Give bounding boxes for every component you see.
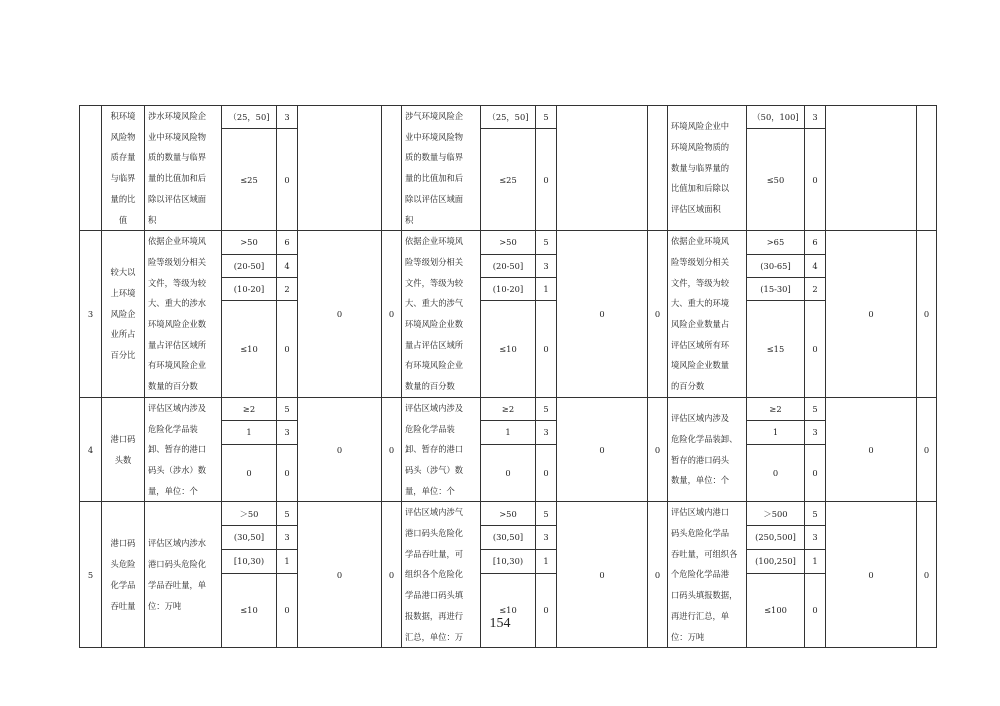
- criterion-range-cell: ＞500: [747, 502, 805, 526]
- criterion-score-cell: 1: [805, 549, 826, 573]
- assessed-score-cell: 0: [648, 231, 668, 398]
- assessed-value-cell: 0: [826, 231, 917, 398]
- item-name-cell: 港口码 头数: [102, 397, 145, 502]
- indicator-description-cell: 评估区域内涉及 危险化学品装卸、 暂存的港口码头 数量，单位：个: [668, 397, 747, 502]
- item-number-cell: 5: [80, 502, 102, 648]
- criterion-score-cell: 5: [536, 231, 557, 254]
- table-row: [80, 502, 937, 526]
- criterion-range-cell: (20-50]: [222, 254, 277, 277]
- criterion-range-cell: (15-30]: [747, 277, 805, 300]
- criterion-score-cell: 3: [805, 421, 826, 444]
- criterion-score-cell: 3: [277, 421, 298, 444]
- assessed-score-cell: 0: [382, 397, 402, 502]
- indicator-description-cell: 涉气环境风险企 业中环境风险物 质的数量与临界 量的比值加和后 除以评估区域面 积: [402, 106, 481, 231]
- assessed-value-cell: 0: [557, 231, 648, 398]
- assessed-score-cell: 0: [382, 231, 402, 398]
- assessed-value-cell: 0: [557, 502, 648, 648]
- criterion-score-cell: 0: [536, 301, 557, 398]
- item-name-cell: 较大以 上环境 风险企 业所占 百分比: [102, 231, 145, 398]
- indicator-description-cell: 评估区域内涉及 危险化学品装 卸、暂存的港口 码头（涉气）数 量，单位：个: [402, 397, 481, 502]
- criterion-range-cell: 1: [747, 421, 805, 444]
- criterion-score-cell: 0: [536, 129, 557, 231]
- criterion-score-cell: 0: [805, 573, 826, 648]
- assessed-score-cell: [917, 106, 937, 231]
- criterion-range-cell: (30,50]: [481, 526, 536, 550]
- criterion-score-cell: 3: [805, 106, 826, 129]
- indicator-description-cell: 评估区域内涉水 港口码头危险化 学品吞吐量，单 位：万吨: [145, 502, 222, 648]
- assessed-score-cell: [648, 106, 668, 231]
- criterion-range-cell: （25，50]: [481, 106, 536, 129]
- item-number-cell: 4: [80, 397, 102, 502]
- criterion-score-cell: 4: [277, 254, 298, 277]
- criterion-range-cell: 1: [222, 421, 277, 444]
- criterion-range-cell: ≤10: [222, 301, 277, 398]
- page-number: 154: [489, 616, 511, 631]
- criterion-range-cell: >50: [481, 231, 536, 254]
- criterion-range-cell: ≤10: [481, 301, 536, 398]
- criterion-score-cell: 1: [277, 549, 298, 573]
- criterion-score-cell: 3: [536, 421, 557, 444]
- criterion-score-cell: 3: [536, 254, 557, 277]
- criterion-range-cell: ≤25: [222, 129, 277, 231]
- criterion-score-cell: 6: [277, 231, 298, 254]
- criterion-score-cell: 0: [536, 573, 557, 648]
- assessed-score-cell: 0: [648, 397, 668, 502]
- criterion-score-cell: 3: [536, 526, 557, 550]
- assessed-score-cell: 0: [917, 502, 937, 648]
- criterion-score-cell: 4: [805, 254, 826, 277]
- indicator-description-cell: 涉水环境风险企 业中环境风险物 质的数量与临界 量的比值加和后 除以评估区域面 积: [145, 106, 222, 231]
- criterion-score-cell: 0: [277, 444, 298, 502]
- criterion-score-cell: 0: [805, 301, 826, 398]
- criterion-range-cell: ＞50: [222, 502, 277, 526]
- indicator-description-cell: 评估区域内涉及 危险化学品装 卸、暂存的港口 码头（涉水）数 量，单位：个: [145, 397, 222, 502]
- item-name-cell: 港口码 头危险 化学品 吞吐量: [102, 502, 145, 648]
- indicator-description-cell: 依据企业环境风 险等级划分相关 文件，等级为较 大、重大的涉水 环境风险企业数 量占评估区域所 有环境风险企业 数量的百分数: [145, 231, 222, 398]
- criterion-score-cell: 5: [805, 397, 826, 420]
- criterion-score-cell: 3: [277, 526, 298, 550]
- criterion-range-cell: ≤15: [747, 301, 805, 398]
- assessed-value-cell: 0: [826, 397, 917, 502]
- criterion-range-cell: 0: [747, 444, 805, 502]
- criterion-range-cell: >65: [747, 231, 805, 254]
- criterion-score-cell: 1: [536, 549, 557, 573]
- criterion-score-cell: 5: [536, 397, 557, 420]
- indicator-table: [79, 105, 937, 648]
- assessed-value-cell: [298, 106, 382, 231]
- criterion-range-cell: >50: [481, 502, 536, 526]
- criterion-range-cell: 1: [481, 421, 536, 444]
- assessed-score-cell: 0: [382, 502, 402, 648]
- criterion-range-cell: ≥2: [481, 397, 536, 420]
- criterion-score-cell: 0: [805, 129, 826, 231]
- criterion-score-cell: 5: [536, 502, 557, 526]
- criterion-score-cell: 5: [277, 397, 298, 420]
- item-name-cell: 积环境 风险物 质存量 与临界 量的比 值: [102, 106, 145, 231]
- criterion-range-cell: （50，100]: [747, 106, 805, 129]
- criterion-range-cell: ≤10: [222, 573, 277, 648]
- criterion-range-cell: (250,500]: [747, 526, 805, 550]
- criterion-range-cell: （25，50]: [222, 106, 277, 129]
- indicator-description-cell: 评估区域内涉气 港口码头危险化 学品吞吐量，可 组织各个危险化 学品港口码头填 报数据，再进行 汇总，单位：万: [402, 502, 481, 648]
- criterion-score-cell: 0: [277, 573, 298, 648]
- criterion-range-cell: [10,30): [222, 549, 277, 573]
- criterion-range-cell: >50: [222, 231, 277, 254]
- criterion-score-cell: 3: [277, 106, 298, 129]
- criterion-range-cell: ≤100: [747, 573, 805, 648]
- criterion-range-cell: (30,50]: [222, 526, 277, 550]
- assessed-score-cell: [382, 106, 402, 231]
- assessed-value-cell: 0: [826, 502, 917, 648]
- criterion-range-cell: ≥2: [747, 397, 805, 420]
- assessed-value-cell: 0: [298, 397, 382, 502]
- criterion-score-cell: 3: [805, 526, 826, 550]
- assessed-score-cell: 0: [917, 397, 937, 502]
- criterion-score-cell: 1: [536, 277, 557, 300]
- criterion-score-cell: 2: [805, 277, 826, 300]
- criterion-range-cell: (100,250]: [747, 549, 805, 573]
- assessed-score-cell: 0: [917, 231, 937, 398]
- criterion-score-cell: 2: [277, 277, 298, 300]
- criterion-range-cell: [10,30): [481, 549, 536, 573]
- criterion-range-cell: (20-50]: [481, 254, 536, 277]
- criterion-score-cell: 0: [277, 301, 298, 398]
- assessed-value-cell: 0: [298, 231, 382, 398]
- criterion-score-cell: 5: [805, 502, 826, 526]
- criterion-range-cell: ≤10: [481, 573, 536, 648]
- criterion-score-cell: 0: [536, 444, 557, 502]
- indicator-description-cell: 评估区域内港口 码头危险化学品 吞吐量，可组织各 个危险化学品港 口码头填报数据， 再进行汇总，单 位：万吨: [668, 502, 747, 648]
- criterion-range-cell: 0: [222, 444, 277, 502]
- criterion-range-cell: (10-20]: [481, 277, 536, 300]
- table-row: [80, 106, 937, 129]
- criterion-range-cell: (30-65]: [747, 254, 805, 277]
- indicator-description-cell: 依据企业环境风 险等级划分相关 文件，等级为较 大、重大的涉气 环境风险企业数 量占评估区域所 有环境风险企业 数量的百分数: [402, 231, 481, 398]
- assessed-score-cell: 0: [648, 502, 668, 648]
- criterion-range-cell: ≤50: [747, 129, 805, 231]
- table-row: [80, 231, 937, 254]
- criterion-range-cell: 0: [481, 444, 536, 502]
- assessed-value-cell: 0: [557, 397, 648, 502]
- assessed-value-cell: [826, 106, 917, 231]
- criterion-score-cell: 6: [805, 231, 826, 254]
- indicator-description-cell: 依据企业环境风 险等级划分相关 文件，等级为较 大、重大的环境 风险企业数量占 评估区域所有环 境风险企业数量 的百分数: [668, 231, 747, 398]
- table-row: [80, 397, 937, 420]
- criterion-range-cell: ≤25: [481, 129, 536, 231]
- criterion-score-cell: 5: [536, 106, 557, 129]
- assessed-value-cell: 0: [298, 502, 382, 648]
- criterion-range-cell: ≥2: [222, 397, 277, 420]
- assessed-value-cell: [557, 106, 648, 231]
- indicator-description-cell: 环境风险企业中 环境风险物质的 数量与临界量的 比值加和后除以 评估区域面积: [668, 106, 747, 231]
- criterion-score-cell: 0: [805, 444, 826, 502]
- criterion-score-cell: 5: [277, 502, 298, 526]
- criterion-score-cell: 0: [277, 129, 298, 231]
- item-number-cell: 3: [80, 231, 102, 398]
- item-number-cell: [80, 106, 102, 231]
- criterion-range-cell: (10-20]: [222, 277, 277, 300]
